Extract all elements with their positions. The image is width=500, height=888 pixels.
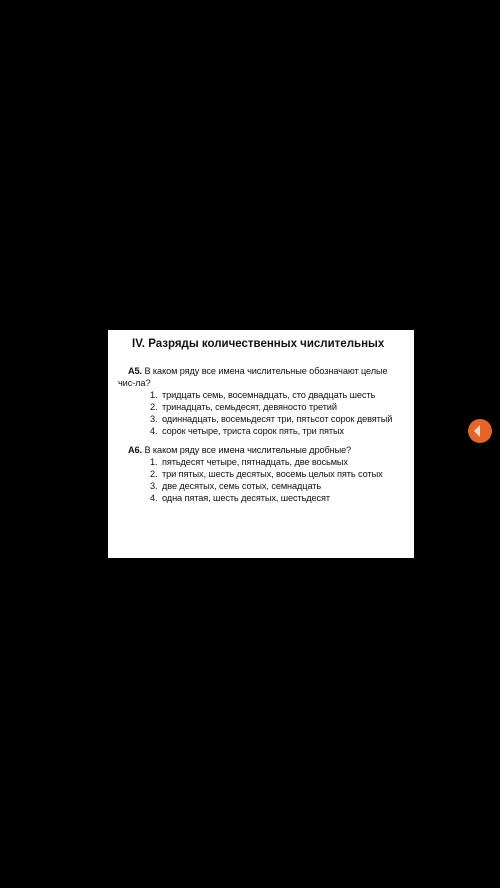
option-text: сорок четыре, триста сорок пять, три пятых	[162, 426, 344, 436]
answer-option	[150, 425, 406, 437]
option-text: тридцать семь, восемнадцать, сто двадцать шесть	[162, 390, 376, 400]
question-a6	[118, 444, 406, 504]
answer-option	[150, 401, 406, 413]
option-text: одиннадцать, восемьдесят три, пятьсот сорок девятый	[162, 414, 393, 424]
option-text: две десятых, семь сотых, семнадцать	[162, 481, 322, 491]
question-text	[118, 444, 406, 456]
option-number: 1.	[150, 457, 158, 467]
chevron-left-icon[interactable]	[468, 419, 492, 443]
option-number: 3.	[150, 414, 158, 424]
answer-options	[118, 389, 406, 437]
answer-option	[150, 389, 406, 401]
question-body: В каком ряду все имена числительные обозначают целые чис-ла?	[118, 366, 388, 388]
option-number: 4.	[150, 493, 158, 503]
option-text: одна пятая, шесть десятых, шестьдесят	[162, 493, 331, 503]
answer-option	[150, 468, 406, 480]
option-number: 2.	[150, 402, 158, 412]
question-body: В каком ряду все имена числительные дробные?	[144, 445, 352, 455]
answer-options	[118, 456, 406, 504]
question-text	[118, 365, 406, 389]
option-text: пятьдесят четыре, пятнадцать, две восьмых	[162, 457, 348, 467]
option-text: тринадцать, семьдесят, девяносто третий	[162, 402, 337, 412]
option-text: три пятых, шесть десятых, восемь целых пять сотых	[162, 469, 383, 479]
question-number: А5.	[128, 366, 142, 376]
page-title: IV. Разряды количественных числительных	[132, 338, 385, 350]
answer-option	[150, 492, 406, 504]
question-number: А6.	[128, 445, 142, 455]
option-number: 4.	[150, 426, 158, 436]
document-page	[108, 330, 414, 558]
option-number: 3.	[150, 481, 158, 491]
option-number: 1.	[150, 390, 158, 400]
answer-option	[150, 480, 406, 492]
question-a5	[118, 365, 406, 437]
answer-option	[150, 413, 406, 425]
answer-option	[150, 456, 406, 468]
option-number: 2.	[150, 469, 158, 479]
